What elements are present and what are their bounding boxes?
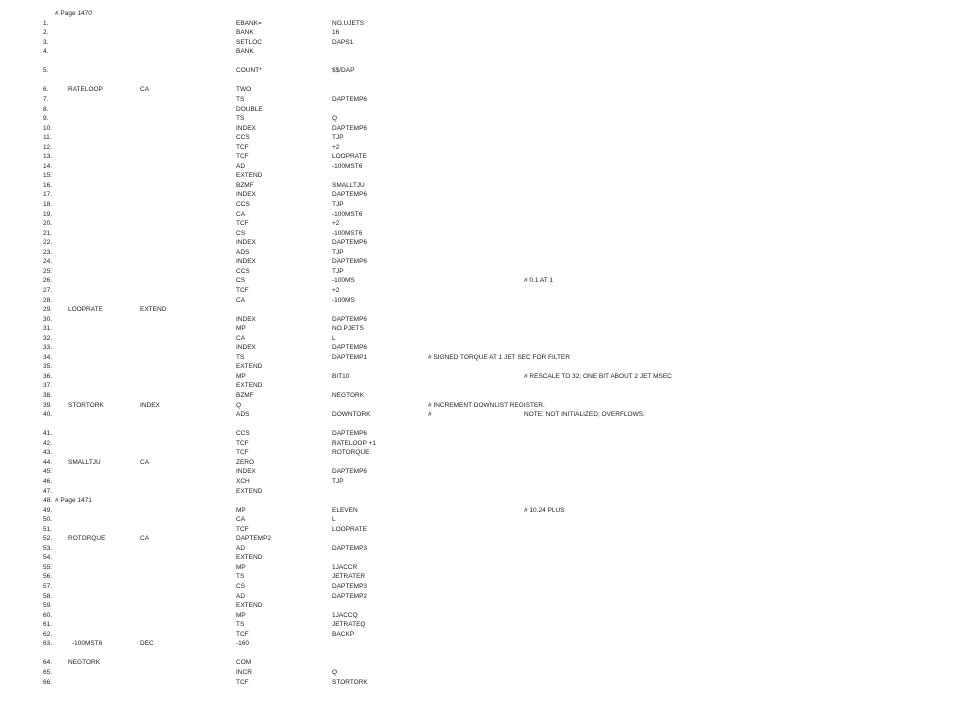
instruction-cell: INDEX <box>236 468 256 476</box>
line-number: 49. <box>43 506 53 514</box>
line-number: 62. <box>43 630 53 638</box>
instruction-cell: TCF <box>236 525 249 533</box>
line-number: 63. <box>43 640 53 648</box>
line-number: 45. <box>43 468 53 476</box>
opcode-cell: CA <box>140 86 150 94</box>
instruction-cell: EBANK= <box>236 19 262 27</box>
instruction-cell: XCH <box>236 477 250 485</box>
opcode-cell: DEC <box>140 640 154 648</box>
line-number: 59. <box>43 602 53 610</box>
opcode-cell: EXTEND <box>140 306 167 314</box>
line-number: 64. <box>43 659 53 667</box>
label-cell: SMALLTJU <box>68 458 101 466</box>
label-cell: -100MST6 <box>72 640 103 648</box>
instruction-cell: TS <box>236 115 245 123</box>
operand-cell: ROTORQUE <box>332 449 370 457</box>
comment-cell-2: NOTE: NOT INITIALIZED; OVERFLOWS. <box>524 411 645 419</box>
instruction-cell: CCS <box>236 267 250 275</box>
operand-cell: L <box>332 334 336 342</box>
instruction-cell: COUNT* <box>236 67 262 75</box>
instruction-cell: TWO <box>236 86 252 94</box>
opcode-cell: INDEX <box>140 401 160 409</box>
line-number: 33. <box>43 344 53 352</box>
instruction-cell: TCF <box>236 678 249 686</box>
instruction-cell: SETLOC <box>236 38 263 46</box>
instruction-cell: INDEX <box>236 344 256 352</box>
operand-cell: L <box>332 516 336 524</box>
operand-cell: DAPTEMP6 <box>332 191 368 199</box>
instruction-cell: TCF <box>236 439 249 447</box>
operand-cell: JETRATER <box>332 573 366 581</box>
line-number: 15. <box>43 172 53 180</box>
instruction-cell: CA <box>236 334 246 342</box>
operand-cell: $$/DAP <box>332 67 355 75</box>
line-number: 40. <box>43 411 53 419</box>
operand-cell: RATELOOP +1 <box>332 439 377 447</box>
operand-cell: NO.PJETS <box>332 325 364 333</box>
instruction-cell: CS <box>236 277 246 285</box>
line-number: 4. <box>43 48 49 56</box>
line-number: 25. <box>43 267 53 275</box>
instruction-cell: CCS <box>236 201 250 208</box>
label-cell: NEGTORK <box>68 659 101 667</box>
label-cell: RATELOOP <box>68 86 103 94</box>
label-cell: STORTORK <box>68 401 104 409</box>
instruction-cell: TCF <box>236 286 249 294</box>
instruction-cell: CCS <box>236 430 250 438</box>
operand-cell: DAPTEMP6 <box>332 468 368 476</box>
line-number: 12. <box>43 143 53 151</box>
line-number: 51. <box>43 525 53 533</box>
line-number: 5. <box>43 67 49 75</box>
operand-cell: NEGTORK <box>332 392 365 399</box>
instruction-cell: TS <box>236 621 245 629</box>
operand-cell: DOWNTORK <box>332 411 371 419</box>
operand-cell: DAPTEMP6 <box>332 344 368 352</box>
instruction-cell: MP <box>236 372 246 380</box>
line-number: 34. <box>43 353 53 361</box>
instruction-cell: -160 <box>236 640 250 648</box>
line-number: 27. <box>43 286 53 294</box>
line-number: 58. <box>43 592 53 600</box>
line-number: 32. <box>43 334 53 342</box>
line-number: 10. <box>43 124 53 132</box>
operand-cell: DAPTEMP6 <box>332 124 368 132</box>
operand-cell: DAPS1 <box>332 38 354 46</box>
line-number: 13. <box>43 153 53 161</box>
operand-cell: 16 <box>332 29 340 37</box>
instruction-cell: INDEX <box>236 315 256 323</box>
line-number: 29. <box>43 306 53 314</box>
operand-cell: -100MST6 <box>332 229 363 237</box>
comment-cell: # <box>428 411 432 419</box>
line-number: 39. <box>43 401 53 409</box>
instruction-cell: EXTEND <box>236 554 263 562</box>
instruction-cell: ADS <box>236 248 250 256</box>
line-number: 56. <box>43 573 53 581</box>
line-number: 61. <box>43 621 53 629</box>
instruction-cell: CCS <box>236 134 250 142</box>
line-number: 3. <box>43 38 49 46</box>
line-number: 18. <box>43 201 53 208</box>
instruction-cell: INDEX <box>236 191 256 199</box>
instruction-cell: TCF <box>236 449 249 457</box>
line-number: 35. <box>43 363 53 371</box>
line-number: 44. <box>43 458 53 466</box>
operand-cell: Q <box>332 668 338 676</box>
line-number: 52. <box>43 535 53 543</box>
line-number: 38. <box>43 392 53 399</box>
instruction-cell: EXTEND <box>236 382 263 390</box>
line-number: 2. <box>43 29 49 37</box>
line-number: 20. <box>43 220 53 228</box>
instruction-cell: INCR <box>236 668 252 676</box>
instruction-cell: MP <box>236 325 246 333</box>
instruction-cell: INDEX <box>236 124 256 132</box>
line-number: 8. <box>43 105 49 113</box>
operand-cell: DAPTEMP6 <box>332 315 368 323</box>
label-cell: # Page 1471 <box>55 497 92 505</box>
operand-cell: 1JACCR <box>332 563 358 571</box>
line-number: 24. <box>43 258 53 266</box>
instruction-cell: AD <box>236 544 246 552</box>
line-number: 19. <box>43 210 53 218</box>
line-number: 48. <box>43 497 53 505</box>
line-number: 50. <box>43 516 53 524</box>
instruction-cell: CS <box>236 583 246 590</box>
operand-cell: TJP <box>332 248 344 256</box>
line-number: 30. <box>43 315 53 323</box>
instruction-cell: MP <box>236 563 246 571</box>
operand-cell: DAPTEMP6 <box>332 258 368 266</box>
instruction-cell: TCF <box>236 153 249 161</box>
instruction-cell: TS <box>236 95 245 103</box>
operand-cell: DAPTEMP6 <box>332 239 368 247</box>
instruction-cell: CA <box>236 516 246 524</box>
instruction-cell: CA <box>236 296 246 304</box>
instruction-cell: DOUBLE <box>236 105 263 113</box>
instruction-cell: BZMF <box>236 181 254 189</box>
instruction-cell: BANK <box>236 48 254 56</box>
line-number: 41. <box>43 430 53 438</box>
instruction-cell: INDEX <box>236 239 256 247</box>
instruction-cell: AD <box>236 162 246 170</box>
line-number: 11. <box>43 134 52 142</box>
line-number: 47. <box>43 487 53 495</box>
line-number: 46. <box>43 477 53 485</box>
comment-cell: # INCREMENT DOWNLIST REGISTER. <box>428 401 545 409</box>
instruction-cell: EXTEND <box>236 172 263 180</box>
line-number: 43. <box>43 449 53 457</box>
operand-cell: DAPTEMP1 <box>332 353 368 361</box>
instruction-cell: TS <box>236 573 245 581</box>
operand-cell: 1JACCQ <box>332 611 358 619</box>
line-number: 42. <box>43 439 53 447</box>
operand-cell: DAPTEMP3 <box>332 544 368 552</box>
operand-cell: +2 <box>332 220 340 228</box>
operand-cell: LOOPRATE <box>332 525 367 533</box>
instruction-cell: EXTEND <box>236 363 263 371</box>
operand-cell: NO.UJETS <box>332 19 365 27</box>
line-number: 7. <box>43 95 49 103</box>
instruction-cell: TCF <box>236 143 249 151</box>
instruction-cell: DAPTEMP2 <box>236 535 272 543</box>
line-number: 53. <box>43 544 53 552</box>
instruction-cell: ADS <box>236 411 250 419</box>
operand-cell: DAPTEMP3 <box>332 583 368 590</box>
line-number: 28. <box>43 296 53 304</box>
instruction-cell: BZMF <box>236 392 254 399</box>
label-cell: ROTORQUE <box>68 535 106 543</box>
line-number: 21. <box>43 229 53 237</box>
instruction-cell: INDEX <box>236 258 256 266</box>
operand-cell: -100MST6 <box>332 162 363 170</box>
instruction-cell: COM <box>236 659 252 667</box>
opcode-cell: CA <box>140 535 150 543</box>
opcode-cell: CA <box>140 458 150 466</box>
operand-cell: +2 <box>332 286 340 294</box>
line-number: 23. <box>43 248 53 256</box>
line-number: 22. <box>43 239 53 247</box>
line-number: 17. <box>43 191 53 199</box>
operand-cell: SMALLTJU <box>332 181 365 189</box>
instruction-cell: TCF <box>236 630 249 638</box>
line-number: 26. <box>43 277 53 285</box>
line-number: 1. <box>43 19 49 27</box>
operand-cell: TJP <box>332 134 344 142</box>
line-number: 57. <box>43 583 53 590</box>
instruction-cell: TCF <box>236 220 249 228</box>
line-number: 37. <box>43 382 53 390</box>
line-number: 60. <box>43 611 53 619</box>
operand-cell: +2 <box>332 143 340 151</box>
label-cell: # Page 1470 <box>55 10 92 17</box>
line-number: 9. <box>43 115 49 123</box>
operand-cell: DAPTEMP2 <box>332 592 368 600</box>
line-number: 16. <box>43 181 53 189</box>
operand-cell: TJP <box>332 201 344 208</box>
line-number: 6. <box>43 86 49 94</box>
operand-cell: -100MS <box>332 277 355 285</box>
comment-cell-2: # 10.24 PLUS <box>524 506 565 514</box>
operand-cell: TJP <box>332 477 344 485</box>
instruction-cell: Q <box>236 401 242 409</box>
instruction-cell: EXTEND <box>236 602 263 610</box>
line-number: 14. <box>43 162 53 170</box>
operand-cell: STORTORK <box>332 678 368 686</box>
comment-cell: # SIGNED TORQUE AT 1 JET SEC FOR FILTER <box>428 353 570 361</box>
instruction-cell: AD <box>236 592 246 600</box>
operand-cell: BACKP <box>332 630 355 638</box>
instruction-cell: CA <box>236 210 246 218</box>
instruction-cell: CS <box>236 229 246 237</box>
line-number: 31. <box>43 325 53 333</box>
instruction-cell: EXTEND <box>236 487 263 495</box>
instruction-cell: MP <box>236 611 246 619</box>
operand-cell: DAPTEMP6 <box>332 430 368 438</box>
line-number: 66. <box>43 678 53 686</box>
line-number: 65. <box>43 668 53 676</box>
label-cell: LOOPRATE <box>68 306 103 314</box>
operand-cell: LOOPRATE <box>332 153 367 161</box>
instruction-cell: TS <box>236 353 245 361</box>
line-number: 54. <box>43 554 53 562</box>
operand-cell: BIT10 <box>332 372 350 380</box>
comment-cell-2: # RESCALE TO 32; ONE BIT ABOUT 2 JET MSEC <box>524 372 672 380</box>
operand-cell: ELEVEN <box>332 506 358 514</box>
operand-cell: TJP <box>332 267 344 275</box>
line-number: 55. <box>43 563 53 571</box>
instruction-cell: ZERO <box>236 458 255 466</box>
operand-cell: Q <box>332 115 338 123</box>
instruction-cell: MP <box>236 506 246 514</box>
comment-cell-2: # 0.1 AT 1 <box>524 277 554 285</box>
line-number: 36. <box>43 372 53 380</box>
operand-cell: JETRATEQ <box>332 621 366 629</box>
operand-cell: -100MS <box>332 296 355 304</box>
operand-cell: -100MST6 <box>332 210 363 218</box>
operand-cell: DAPTEMP6 <box>332 95 368 103</box>
instruction-cell: BANK <box>236 29 254 37</box>
